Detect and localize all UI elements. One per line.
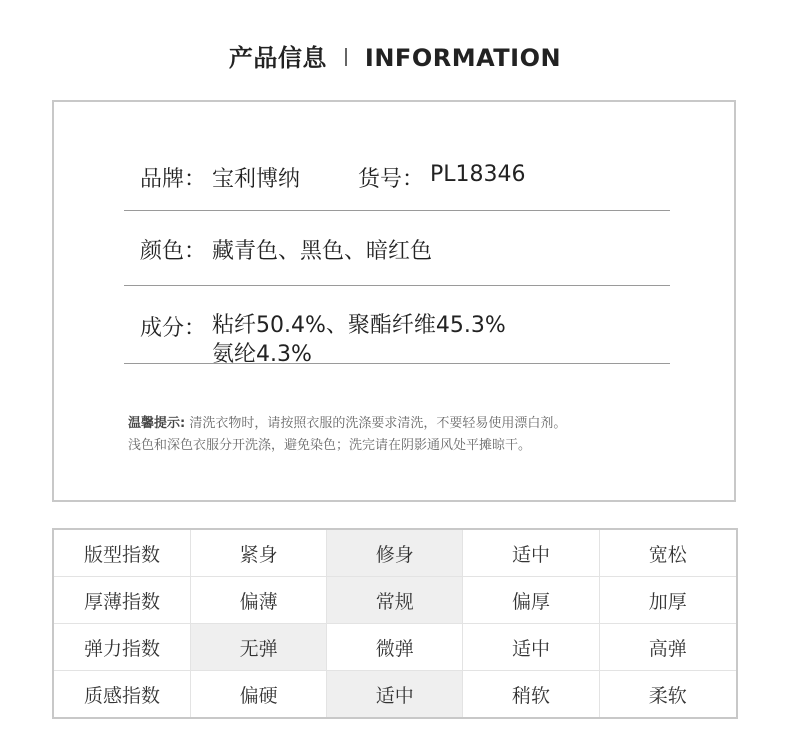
index-row (53, 624, 737, 671)
color-label: 颜色： (140, 239, 207, 264)
index-option-selected: 无弹 (191, 624, 327, 671)
product-info-box (52, 100, 736, 502)
index-option-selected: 常规 (327, 577, 463, 624)
material-line-1: 粘纤50.4%、聚酯纤维45.3% (212, 313, 506, 338)
index-option: 柔软 (599, 671, 737, 719)
care-tip-line-2: 浅色和深色衣服分开洗涤，避免染色；洗完请在阴影通风处平摊晾干。 (128, 438, 532, 453)
title-cn: 产品信息 (228, 44, 327, 72)
material-row (124, 285, 670, 367)
fit-index-table (52, 528, 738, 719)
material-line-2: 氨纶4.3% (212, 342, 312, 367)
index-option: 微弹 (327, 624, 463, 671)
index-row-label: 版型指数 (53, 529, 191, 577)
care-tip-label: 温馨提示: (128, 416, 186, 431)
brand-value: 宝利博纳 (212, 167, 301, 192)
index-row-label: 弹力指数 (53, 624, 191, 671)
index-option: 偏硬 (191, 671, 327, 719)
care-tip (128, 413, 566, 457)
index-option-selected: 适中 (327, 671, 463, 719)
brand-label: 品牌： (140, 167, 207, 192)
index-option: 适中 (463, 624, 599, 671)
index-option: 高弹 (599, 624, 737, 671)
index-row (53, 671, 737, 719)
index-option: 偏厚 (463, 577, 599, 624)
index-row (53, 529, 737, 577)
index-row-label: 质感指数 (53, 671, 191, 719)
index-option: 稍软 (463, 671, 599, 719)
section-title (0, 38, 790, 73)
index-row-label: 厚薄指数 (53, 577, 191, 624)
code-value: PL18346 (430, 162, 526, 187)
index-option-selected: 修身 (327, 529, 463, 577)
index-option: 紧身 (191, 529, 327, 577)
index-row (53, 577, 737, 624)
index-option: 加厚 (599, 577, 737, 624)
color-value: 藏青色、黑色、暗红色 (212, 239, 433, 264)
index-option: 宽松 (599, 529, 737, 577)
code-label: 货号： (358, 167, 425, 192)
title-en: INFORMATION (364, 44, 562, 72)
index-option: 适中 (463, 529, 599, 577)
index-option: 偏薄 (191, 577, 327, 624)
material-value (212, 311, 642, 369)
care-tip-line-1: 清洗衣物时，请按照衣服的洗涤要求清洗，不要轻易使用漂白剂。 (185, 416, 567, 431)
color-row (124, 210, 670, 286)
material-label: 成分： (140, 316, 207, 341)
title-divider (345, 48, 347, 66)
brand-row (124, 158, 670, 211)
